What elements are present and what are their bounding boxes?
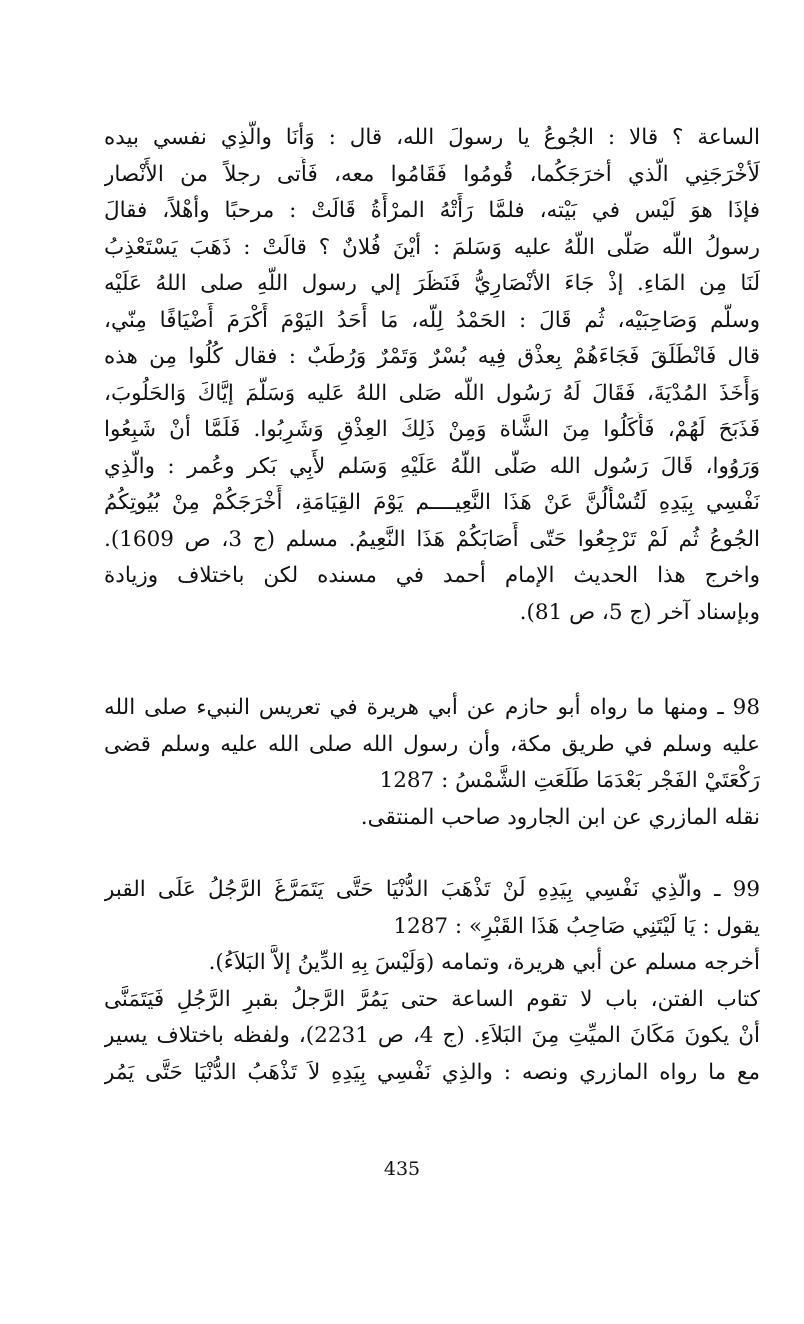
text-line: قال فَانْطَلَقَ فَجَاءَهُمْ بِعذْق فِيه بُسْرٌ وَتَمْرٌ وَرُطَبٌ : فقال كُلُوا مِن هذه bbox=[104, 344, 760, 369]
text-line: الساعة ؟ قالا : الجُوعُ يا رسولَ الله، قال : وَأنَا والَّذِي نفسي بيده bbox=[104, 125, 760, 150]
text-line: فإذَا هوَ لَيْس في بَيْته، فلمَّا رَأَتْهُ المرْأَةُ قَالَتْ : مرحبًا وأهْلاً، فقالَ bbox=[104, 198, 760, 223]
text-line: 98 ـ ومنها ما رواه أبو حازم عن أبي هريرة في تعريس النبيء صلى الله bbox=[104, 695, 760, 720]
text-line: وبإسناد آخر (ج 5، ص 81). bbox=[519, 599, 760, 625]
text-line: 99 ـ والَّذِي نَفْسِي بِيَدِهِ لَنْ تَذْهَبَ الدُّنْيَا حَتَّى يَتَمَرَّغَ الرَّجُلُ عَلَى القبر bbox=[104, 877, 760, 902]
text-line: مع ما رواه المازري ونصه : والذِي نَفْسِي بِيَدِهِ لاَ تَذْهَبُ الدُّنْيَا حَتَّى يَمُر bbox=[104, 1059, 760, 1085]
text-line: فَذَبَحَ لَهُمْ، فَأَكَلُوا مِنَ الشَّاة وَمِنْ ذَلِكَ العِذْقِ وَشَرِبُوا. فَلَمَّا أنْ شَبِعُوا bbox=[104, 417, 760, 442]
text-line: واخرج هذا الحديث الإمام أحمد في مسنده لكن باختلاف وزيادة bbox=[104, 563, 760, 588]
text-line: رَكْعَتَيْ الفَجْر بَعْدَمَا طَلَعَتِ الشَّمْسُ : 1287 bbox=[379, 768, 760, 793]
text-line: نَفْسِي بِيَدِهِ لَتُسْأَلُنَّ عَنْ هَذَا النَّعِيــــم يَوْمَ القِيَامَةِ، أَخْرَجَكُمْ مِنْ بُيُوتِكُمُ bbox=[104, 490, 760, 515]
text-line: يقول : يَا لَيْتَنِي صَاحِبُ هَذَا القَبْرِ» : 1287 bbox=[393, 913, 760, 939]
text-line: عليه وسلم في طريق مكة، وأن رسول الله صلى الله عليه وسلم قضى bbox=[104, 731, 760, 757]
text-line: وَأَخَذَ المُدْيَةَ، فَقَالَ لَهُ رَسُول اللَّه صَلى اللهُ عَليه وَسَلَّمَ إيَّاكَ وَالحَلُوبَ، bbox=[104, 380, 760, 406]
text-line: الجُوعُ ثُم لَمْ تَرْجِعُوا حَتّى أَصَابَكُمْ هَذَا النَّعِيمُ. مسلم (ج 3، ص 1609). bbox=[104, 526, 760, 552]
text-line: أخرجه مسلم عن أبي هريرة، وتمامه (وَلَيْسَ بِهِ الدِّينُ إلاَّ البَلاَءُ). bbox=[208, 950, 760, 975]
hadith-paragraph-98 bbox=[104, 690, 760, 836]
text-line: وسلَّم وَصَاحِبَيْه، ثُم قَالَ : الحَمْدُ لِلَّه، مَا أَحَدُ اليَوْمَ أَكْرَمَ أَضْيَافًا مِنّي، bbox=[104, 307, 760, 333]
text-line: لَأخْرَجَنِي الّذي أخرَجَكُما، قُومُوا فَقَامُوا معه، فَأَتى رجلاً من الأَنْصار bbox=[104, 161, 760, 187]
page-number: 435 bbox=[383, 1158, 421, 1180]
text-line: نقله المازري عن ابن الجارود صاحب المنتقى. bbox=[360, 804, 760, 830]
text-line: لَنَا مِن المَاءِ. إذْ جَاءَ الأنْصَارِيُّ فَنَظَرَ إلي رسول اللَّهِ صلى اللهُ عَلَيْه bbox=[104, 271, 760, 296]
text-line: رسولُ اللَّه صَلَّى اللَّهُ عليه وَسَلمَ : أيْنَ فُلانٌ ؟ قالَتْ : ذَهَبَ يَسْتَعْذِبُ bbox=[104, 234, 760, 260]
hadith-paragraph-97 bbox=[104, 120, 760, 631]
text-line: وَرَوُوا، قَالَ رَسُول الله صَلَّى اللَّهُ عَلَيْهِ وَسَلم لأَبِي بَكر وعُمر : والَّذِي bbox=[104, 453, 760, 479]
text-line: كتاب الفتن، باب لا تقوم الساعة حتى يَمُرَّ الرَّجلُ بقبرِ الرَّجُلِ فَيَتَمَنَّى bbox=[104, 986, 760, 1012]
text-line: أنْ يكونَ مَكَانَ الميِّتِ مِنَ البَلاَءِ. (ج 4، ص 2231)، ولفظه باختلاف يسير bbox=[104, 1023, 760, 1048]
hadith-paragraph-99 bbox=[104, 872, 760, 1091]
